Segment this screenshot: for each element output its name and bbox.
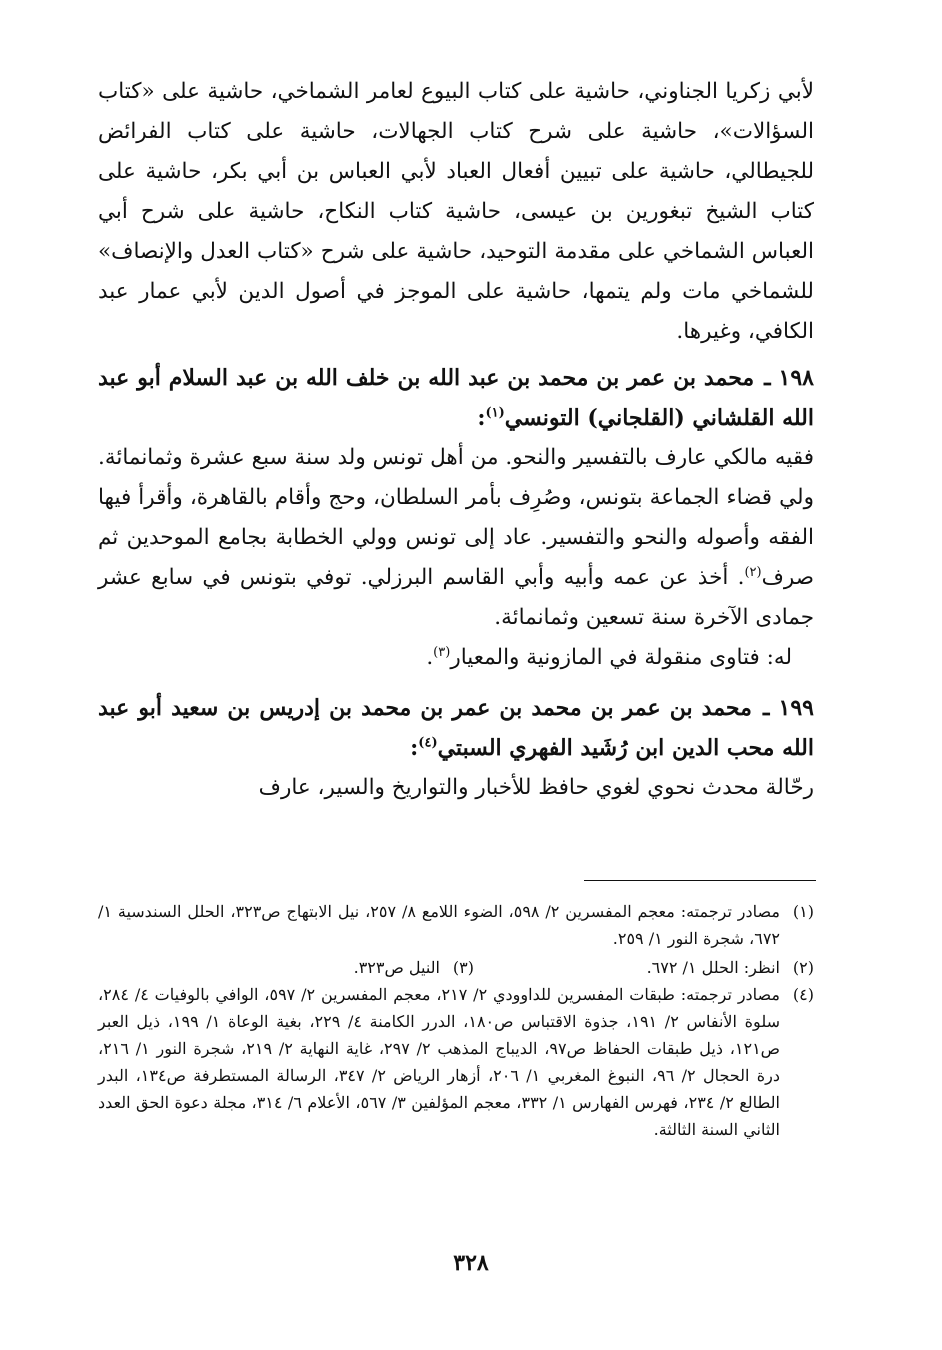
footnotes: [98, 898, 814, 1145]
footnote-3: [134, 954, 474, 981]
heading-colon: :: [477, 405, 486, 431]
footnote-ref-3[interactable]: (٣): [433, 644, 451, 660]
footnote-1: [98, 898, 814, 952]
entry-198-works: [98, 638, 814, 678]
footnote-text: انظر: الحلل ١/ ٦٧٢.: [646, 958, 780, 977]
main-text: [98, 72, 814, 808]
footnote-text: مصادر ترجمته: معجم المفسرين ٢/ ٥٩٨، الضوء اللامع ٨/ ٢٥٧، نيل الابتهاج ص٣٢٣، الحلل السندسية ١/ ٦٧٢، شجرة النور ١/ ٢٥٩.: [98, 902, 780, 948]
entry-198-body-text: فقيه مالكي عارف بالتفسير والنحو. من أهل تونس ولد سنة سبع عشرة وثمانمائة. ولي قضاء الجماعة بتونس، وصُرِف بأمر السلطان، وحج وأقام بالقاهرة، وأقرأ فيها الفقه وأصوله والنحو والتفسير. عاد إلى تونس وولي الخطابة بجامع الموحدين ثم صرف: [98, 445, 814, 590]
footnote-number: (٤): [792, 985, 814, 1004]
heading-colon: :: [410, 735, 419, 761]
entry-198-body: [98, 438, 814, 638]
entry-198-works-text: له: فتاوى منقولة في المازونية والمعيار: [450, 645, 792, 670]
footnote-ref-1[interactable]: (١): [485, 405, 505, 421]
footnote-text: مصادر ترجمته: طبقات المفسرين للداوودي ٢/ ٢١٧، معجم المفسرين ٢/ ٥٩٧، الوافي بالوفيات ٤/ ٢٨٤، سلوة الأنفاس ٢/ ١٩١، جذوة الاقتباس ص١٨٠، الدرر الكامنة ٤/ ٢٢٩، بغية الوعاة ١/ ١٩٩، ذيل العبر ص١٢١، ذيل طبقات الحفاظ ص٩٧، الديباج المذهب ٢/ ٢٩٧، غاية النهاية ٢/ ٢١٩، شجرة النور ١/ ٢١٦، درة الحجال ٢/ ٩٦، النبوغ المغربي ١/ ٢٠٦، أزهار الرياض ٢/ ٣٤٧، الرسالة المستطرفة ص١٣٤، البدر الطالع ٢/ ٢٣٤، فهرس الفهارس ١/ ٣٣٢، معجم المؤلفين ٣/ ٥٦٧، الأعلام ٦/ ٣١٤، مجلة دعوة الحق العدد الثاني السنة الثالثة.: [98, 985, 781, 1139]
entry-198-body-cont: . أخذ عن عمه وأبيه وأبي القاسم البرزلي. توفي بتونس في سابع عشر جمادى الآخرة سنة تسعين وثمانمائة.: [98, 565, 814, 630]
entry-198-number: ١٩٨ ـ: [764, 365, 814, 391]
entry-198-title: محمد بن عمر بن محمد بن عبد الله بن خلف الله بن عبد السلام أبو عبد الله القلشاني (القلجاني) التونسي: [98, 365, 814, 431]
intro-paragraph: لأبي زكريا الجناوني، حاشية على كتاب البيوع لعامر الشماخي، حاشية على «كتاب السؤالات»، حاشية على شرح كتاب الجهالات، حاشية على كتاب الفرائض للجيطالي، حاشية على تبيين أفعال العباد لأبي العباس بن أبي بكر، حاشية على كتاب الشيخ تبغورين بن عيسى، حاشية كتاب النكاح، حاشية على شرح أبي العباس الشماخي على مقدمة التوحيد، حاشية على شرح «كتاب العدل والإنصاف» للشماخي مات ولم يتمها، حاشية على الموجز في أصول الدين لأبي عمار عبد الكافي، وغيرها.: [98, 79, 814, 344]
footnote-number: (١): [792, 902, 814, 921]
entry-199-body: رحّالة محدث نحوي لغوي حافظ للأخبار والتواريخ والسير، عارف: [258, 775, 814, 800]
works-period: .: [426, 645, 434, 670]
page-number: ٣٢٨: [453, 1250, 489, 1276]
entry-199-heading: [98, 688, 814, 768]
footnote-ref-4[interactable]: (٤): [418, 735, 438, 751]
footnote-ref-2[interactable]: (٢): [744, 564, 762, 580]
footnote-4: [98, 981, 814, 1143]
footnote-divider: [584, 880, 816, 881]
entry-199-number: ١٩٩ ـ: [763, 695, 814, 721]
footnote-2: [474, 954, 814, 981]
footnote-text: النيل ص٣٢٣.: [353, 958, 440, 977]
entry-198-heading: [98, 358, 814, 438]
entry-199-title: محمد بن عمر بن محمد بن عمر بن محمد بن إدريس بن سعيد أبو عبد الله محب الدين ابن رُشَيد الفهري السبتي: [98, 695, 814, 761]
footnote-2-3-row: [98, 954, 814, 981]
footnote-number: (٢): [792, 958, 814, 977]
footnote-number: (٣): [452, 958, 474, 977]
